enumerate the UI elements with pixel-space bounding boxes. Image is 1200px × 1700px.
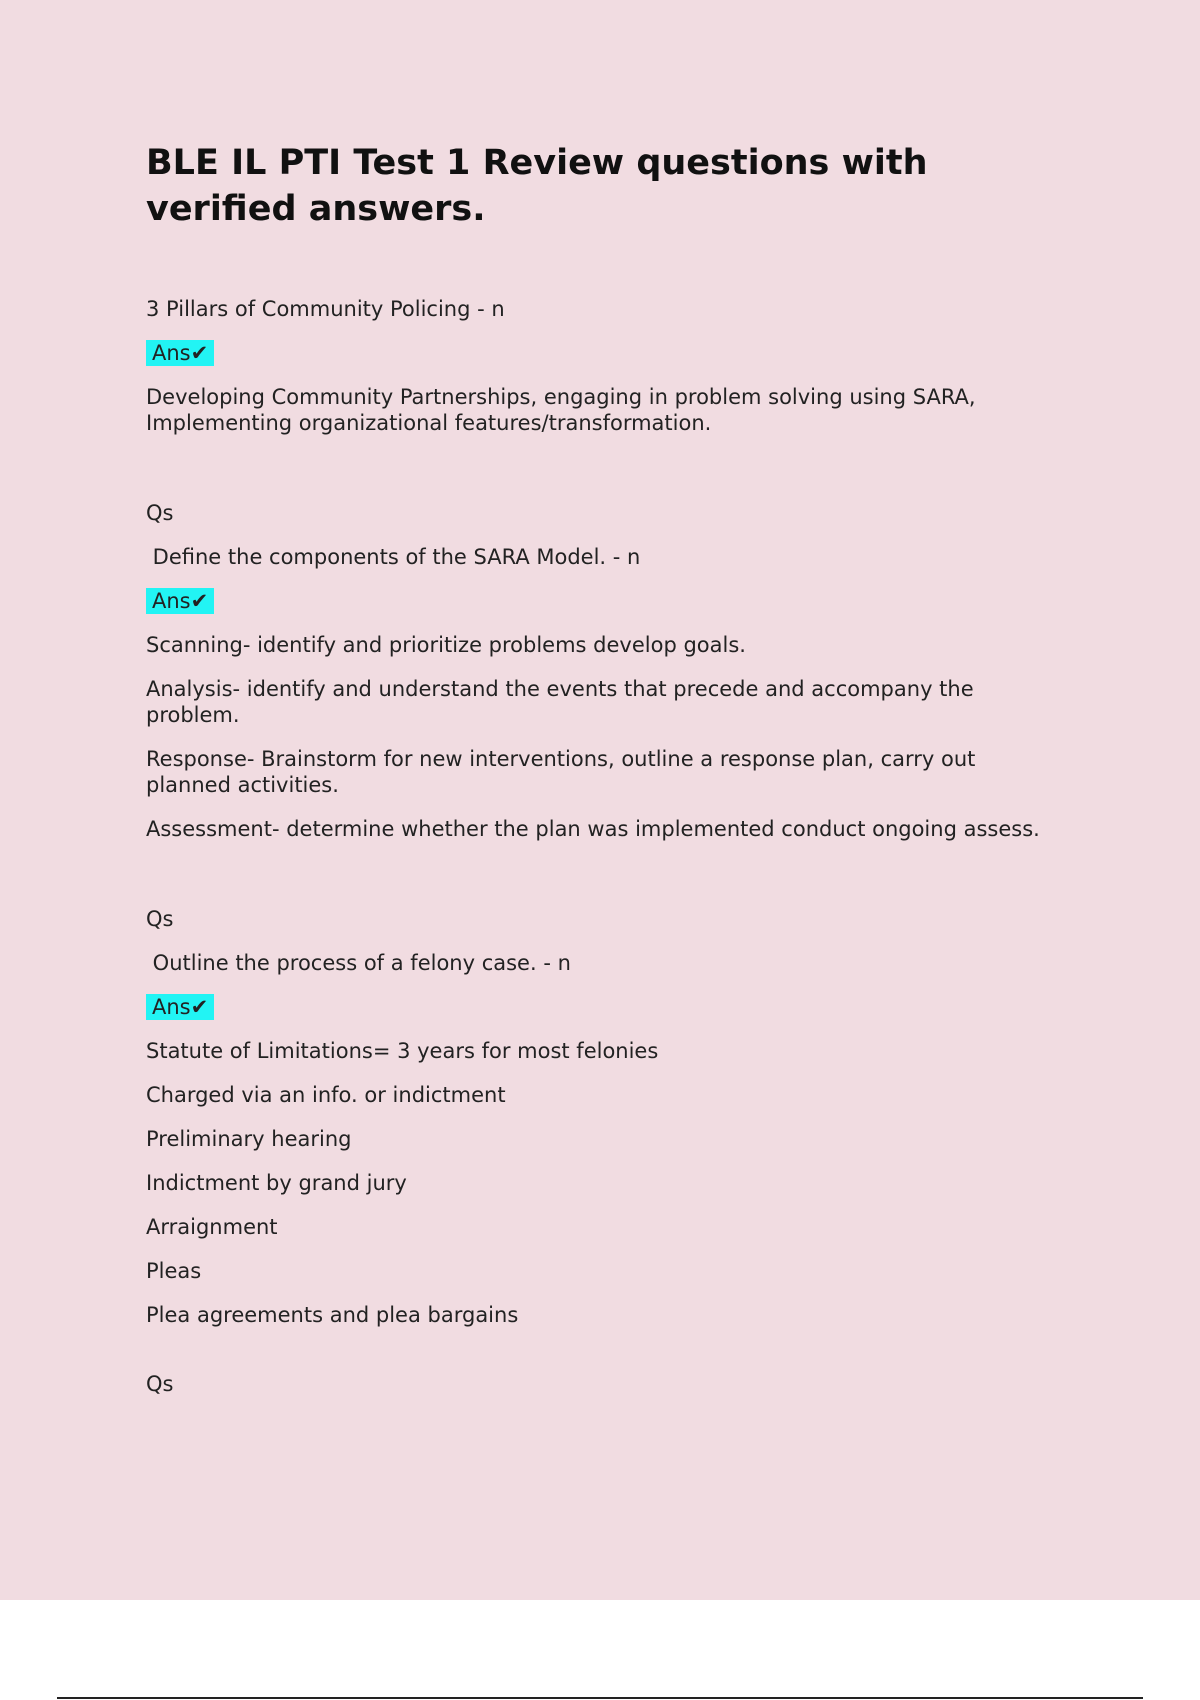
answer-2-line-4: Assessment- determine whether the plan was implemented conduct ongoing assess. (146, 817, 1040, 841)
answer-3-line-7: Plea agreements and plea bargains (146, 1303, 519, 1327)
answer-badge-3: Ans✔ (146, 994, 214, 1020)
question-2: Define the components of the SARA Model. - n (146, 545, 641, 569)
document-title: BLE IL PTI Test 1 Review questions with verified answers. (146, 143, 928, 229)
answer-3-line-3: Preliminary hearing (146, 1127, 352, 1151)
answer-badge-2: Ans✔ (146, 588, 214, 614)
answer-2-line-1: Scanning- identify and prioritize problems develop goals. (146, 633, 746, 657)
answer-3-line-2: Charged via an info. or indictment (146, 1083, 506, 1107)
question-3: Outline the process of a felony case. - n (146, 951, 571, 975)
qs-label-3: Qs (146, 907, 174, 931)
qs-label-4: Qs (146, 1372, 174, 1396)
answer-badge-1: Ans✔ (146, 340, 214, 366)
answer-3-line-1: Statute of Limitations= 3 years for most felonies (146, 1039, 659, 1063)
answer-3-line-5: Arraignment (146, 1215, 278, 1239)
qs-label-2: Qs (146, 501, 174, 525)
answer-1-line-1: Developing Community Partnerships, engaging in problem solving using SARA, Implementing organizational features/transformation. (146, 385, 976, 435)
document-body (146, 140, 1046, 1415)
answer-3-line-4: Indictment by grand jury (146, 1171, 407, 1195)
answer-2-line-2: Analysis- identify and understand the events that precede and accompany the problem. (146, 677, 974, 727)
question-1: 3 Pillars of Community Policing - n (146, 297, 505, 321)
answer-3-line-6: Pleas (146, 1259, 202, 1283)
footer-divider (57, 1697, 1143, 1699)
answer-2-line-3: Response- Brainstorm for new interventions, outline a response plan, carry out planned activities. (146, 747, 976, 797)
